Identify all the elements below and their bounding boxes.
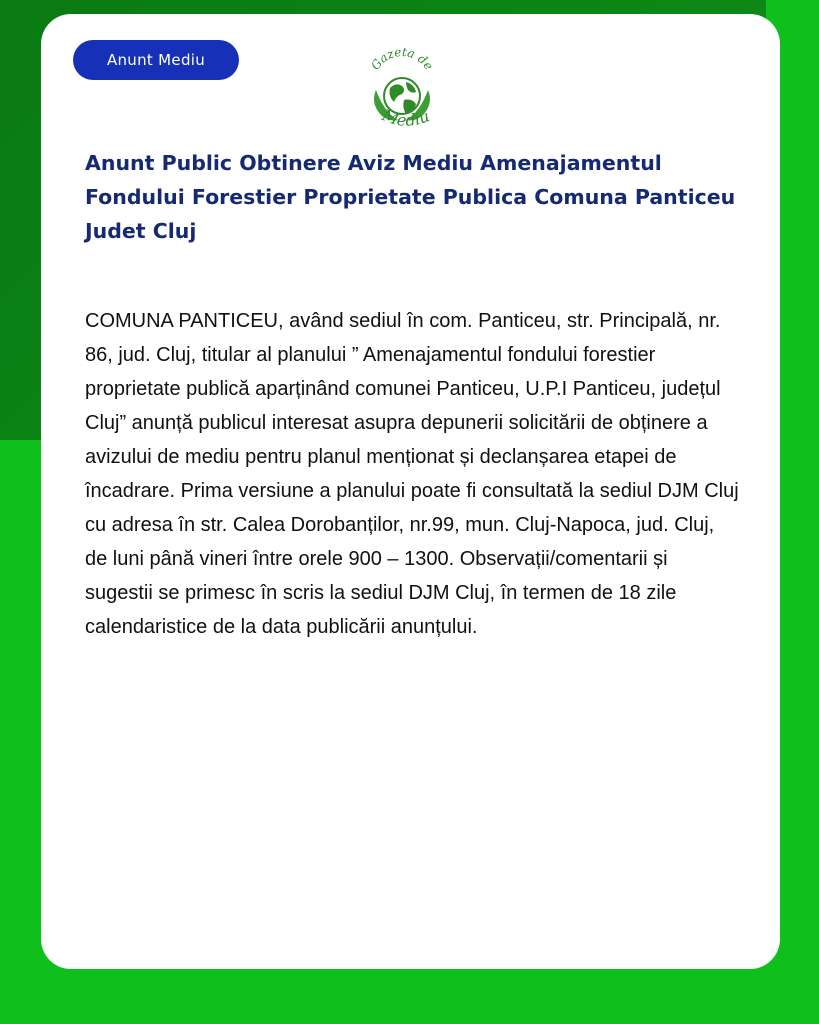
- article-title: Anunt Public Obtinere Aviz Mediu Amenajamentul Fondului Forestier Proprietate Publica Comuna Panticeu Judet Cluj: [85, 151, 736, 243]
- category-badge-label: Anunt Mediu: [106, 51, 206, 69]
- svg-text:Gazeta de: [368, 45, 436, 73]
- announcement-card: [41, 14, 780, 969]
- logo-text-bottom: Mediu: [379, 105, 433, 130]
- article-body: COMUNA PANTICEU, având sediul în com. Panticeu, str. Principală, nr. 86, jud. Cluj, titular al planului ” Amenajamentul fondului forestier proprietate publică aparținând comunei Panticeu, U.P.I Panticeu, județul Cluj” anunță publicul interesat asupra depunerii solicitării de obținere a avizului de mediu pentru planul menționat și declanșarea etapei de încadrare. Prima versiune a planului poate fi consultată la sediul DJM Cluj cu adresa în str. Calea Dorobanților, nr.99, mun. Cluj-Napoca, jud. Cluj, de luni până vineri între orele 900 – 1300. Observații/comentarii și sugestii se primesc în scris la sediul DJM Cluj, în termen de 18 zile calendaristice de la data publicării anunțului.: [85, 310, 739, 638]
- logo-text-top: Gazeta de: [368, 44, 436, 73]
- gazeta-de-mediu-logo[interactable]: [360, 40, 444, 144]
- category-badge[interactable]: [73, 40, 239, 80]
- globe-leaf-logo-icon: [360, 40, 444, 144]
